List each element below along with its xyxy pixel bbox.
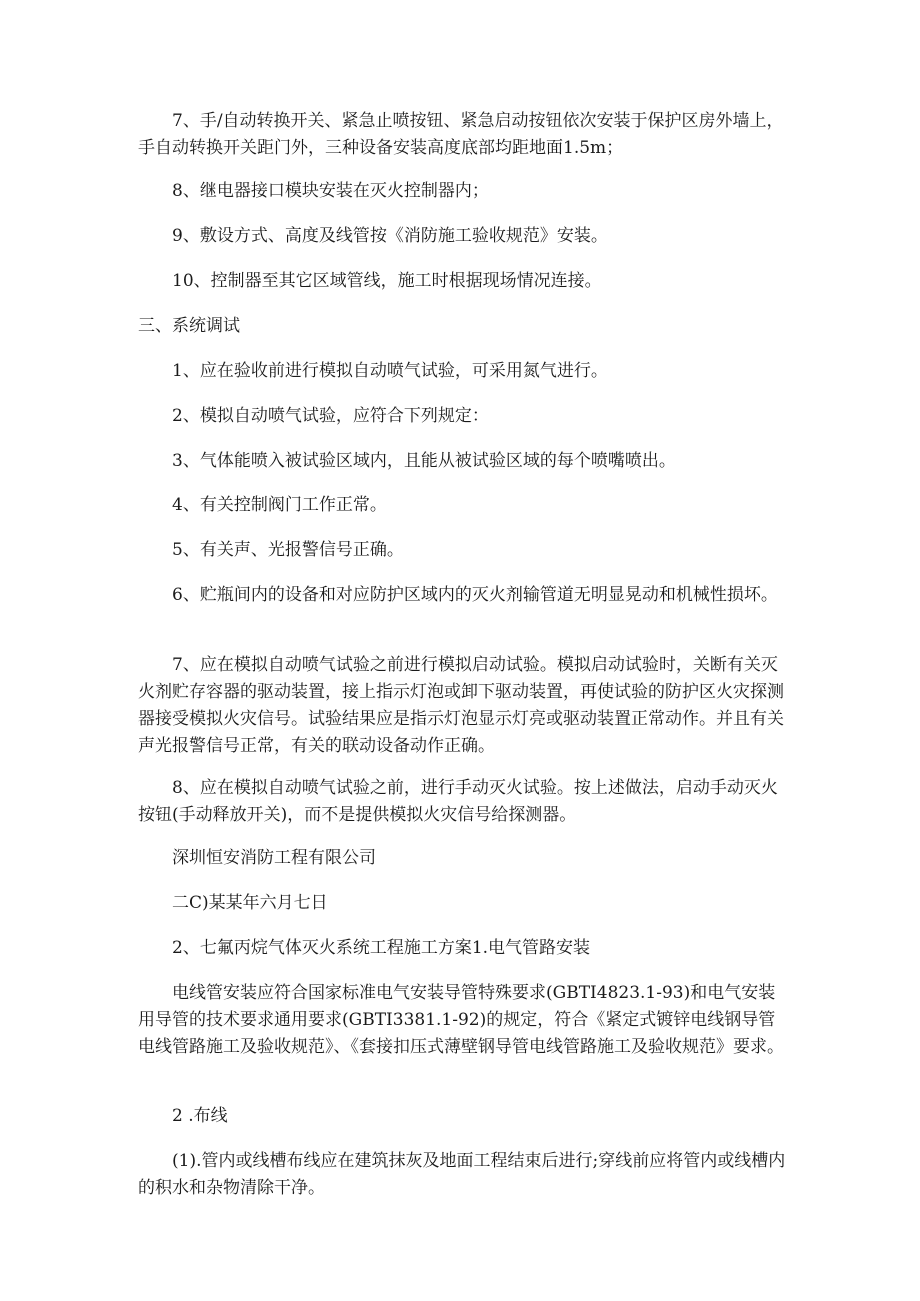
paragraph-debug-3: 3、气体能喷入被试验区域内，且能从被试验区域的每个喷嘴喷出。 xyxy=(172,451,676,471)
paragraph-item-8-relay: 8、继电器接口模块安装在灭火控制器内； xyxy=(172,181,489,201)
company-name: 深圳恒安消防工程有限公司 xyxy=(172,848,376,868)
paragraph-conduit-standards: 电线管安装应符合国家标准电气安装导管特殊要求(GBTI4823.1-93)和电气安装用导管的技术要求通用要求(GBTI3381.1-92)的规定，符合《紧定式镀锌电线钢导管电线管路施工及验收规范》、《套接扣压式薄壁钢导管电线管路施工及验收规范》要求。 xyxy=(138,983,784,1057)
paragraph-debug-7: 7、应在模拟自动喷气试验之前进行模拟启动试验。模拟启动试验时，关断有关灭火剂贮存容器的驱动装置，接上指示灯泡或卸下驱动装置，再使试验的防护区火灾探测器接受模拟火灾信号。试验结果应是指示灯泡显示灯亮或驱动装置正常动作。并且有关声光报警信号正常，有关的联动设备动作正确。 xyxy=(138,655,784,756)
paragraph-debug-8: 8、应在模拟自动喷气试验之前，进行手动灭火试验。按上述做法，启动手动灭火按钮(手动释放开关)，而不是提供模拟火灾信号给探测器。 xyxy=(138,778,778,825)
section-title-construction-plan: 2、七氟丙烷气体灭火系统工程施工方案1.电气管路安装 xyxy=(172,938,591,958)
section-heading-system-debug: 三、系统调试 xyxy=(138,316,240,336)
paragraph-debug-5: 5、有关声、光报警信号正确。 xyxy=(172,540,404,560)
paragraph-debug-2: 2、模拟自动喷气试验，应符合下列规定： xyxy=(172,406,489,426)
document-date: 二C)某某年六月七日 xyxy=(172,893,328,913)
paragraph-wiring-1: (1).管内或线槽布线应在建筑抹灰及地面工程结束后进行;穿线前应将管内或线槽内的积水和杂物清除干净。 xyxy=(138,1151,786,1198)
paragraph-item-9-laying: 9、敷设方式、高度及线管按《消防施工验收规范》安装。 xyxy=(172,226,608,246)
paragraph-debug-1: 1、应在验收前进行模拟自动喷气试验，可采用氮气进行。 xyxy=(172,361,608,381)
paragraph-debug-6: 6、贮瓶间内的设备和对应防护区域内的灭火剂输管道无明显晃动和机械性损坏。 xyxy=(172,585,778,605)
paragraph-item-7-switches: 7、手/自动转换开关、紧急止喷按钮、紧急启动按钮依次安装于保护区房外墙上，手自动转换开关距门外，三种设备安装高度底部均距地面1.5m； xyxy=(138,111,784,158)
subheading-wiring: 2 .布线 xyxy=(172,1106,228,1126)
paragraph-item-10-controller: 10、控制器至其它区域管线，施工时根据现场情况连接。 xyxy=(172,271,602,291)
paragraph-debug-4: 4、有关控制阀门工作正常。 xyxy=(172,495,387,515)
